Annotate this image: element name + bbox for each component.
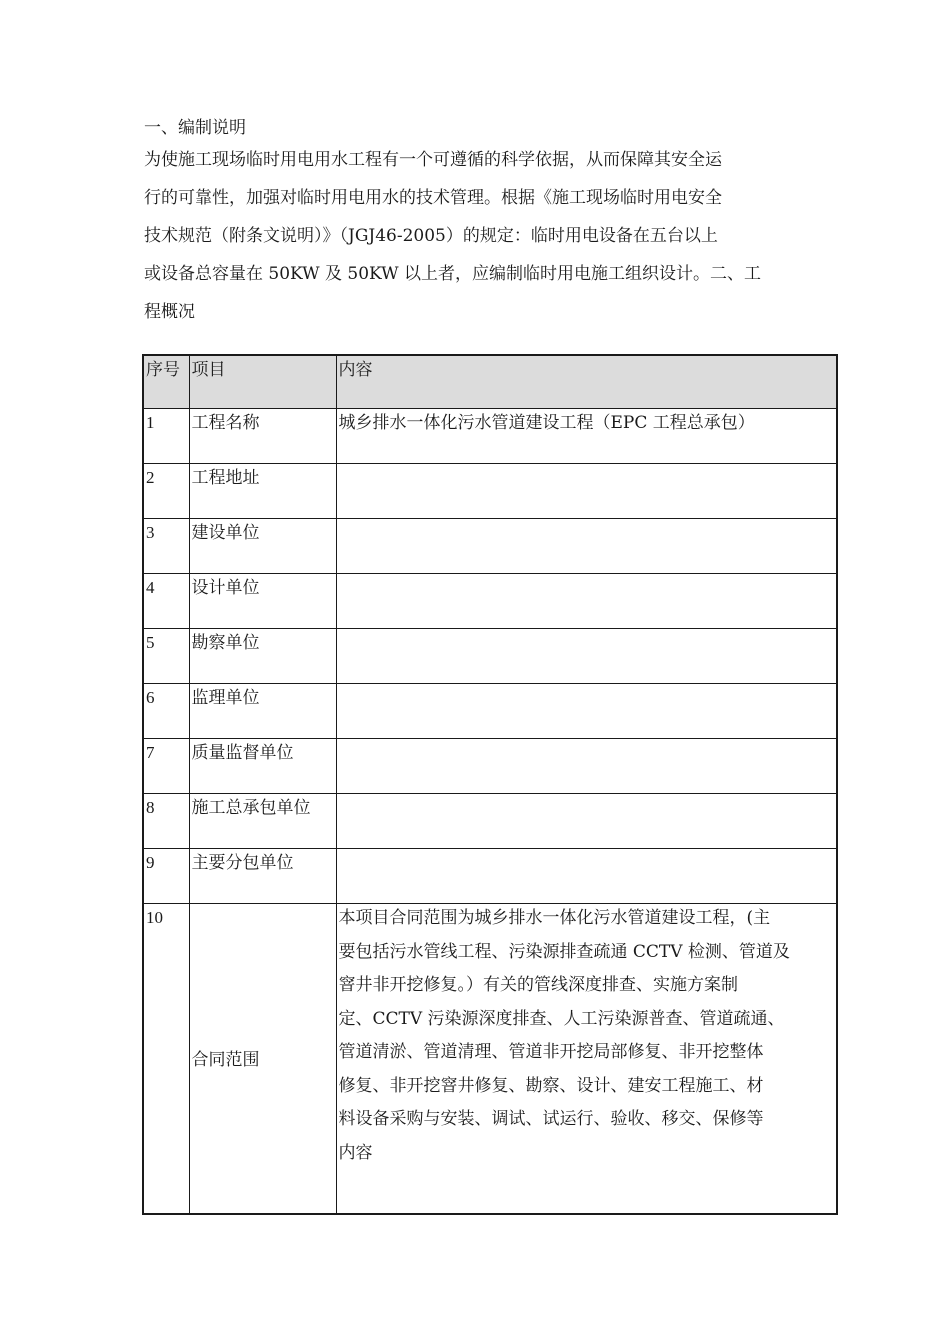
intro-line: 程概况 [144, 302, 195, 322]
table-row-contract-scope [143, 904, 837, 1215]
row-item: 质量监督单位 [189, 739, 336, 794]
row-content [336, 464, 837, 519]
row-no: 6 [143, 684, 189, 739]
row-content [336, 904, 837, 1215]
table-row [143, 629, 837, 684]
table-row [143, 849, 837, 904]
row-item: 施工总承包单位 [189, 794, 336, 849]
table-row [143, 739, 837, 794]
row-content [336, 629, 837, 684]
scope-line: 修复、非开挖窨井修复、勘察、设计、建安工程施工、材 [338, 1075, 764, 1096]
scope-line: 要包括污水管线工程、污染源排查疏通 CCTV 检测、管道及 [338, 941, 790, 962]
row-no: 3 [143, 519, 189, 574]
row-content: 城乡排水一体化污水管道建设工程（EPC 工程总承包） [336, 409, 837, 464]
row-item: 合同范围 [189, 904, 336, 1215]
row-item: 工程地址 [189, 464, 336, 519]
section-heading: 一、编制说明 [144, 118, 246, 138]
row-content [336, 794, 837, 849]
table-row [143, 464, 837, 519]
row-content [336, 519, 837, 574]
row-item: 主要分包单位 [189, 849, 336, 904]
table-row [143, 794, 837, 849]
row-no: 4 [143, 574, 189, 629]
row-no: 2 [143, 464, 189, 519]
header-item: 项目 [189, 355, 336, 409]
table-row [143, 684, 837, 739]
scope-line: 料设备采购与安装、调试、试运行、验收、移交、保修等 [338, 1109, 764, 1129]
scope-line: 定、CCTV 污染源深度排查、人工污染源普查、管道疏通、 [338, 1008, 785, 1029]
row-item: 勘察单位 [189, 629, 336, 684]
row-no: 7 [143, 739, 189, 794]
row-item: 建设单位 [189, 519, 336, 574]
table-row [143, 519, 837, 574]
table-header-row [143, 355, 837, 409]
scope-line: 本项目合同范围为城乡排水一体化污水管道建设工程，(主 [338, 908, 771, 928]
scope-line: 窨井非开挖修复。）有关的管线深度排查、实施方案制 [338, 975, 738, 995]
intro-line: 技术规范（附条文说明）》（JGJ46-2005）的规定：临时用电设备在五台以上 [144, 226, 718, 246]
scope-line: 内容 [338, 1142, 373, 1163]
scope-line: 管道清淤、管道清理、管道非开挖局部修复、非开挖整体 [338, 1042, 764, 1062]
row-no: 10 [143, 904, 189, 1215]
intro-line: 为使施工现场临时用电用水工程有一个可遵循的科学依据，从而保障其安全运 [144, 150, 722, 170]
row-content [336, 739, 837, 794]
table-row [143, 574, 837, 629]
project-overview-table [142, 354, 838, 1215]
header-no: 序号 [143, 355, 189, 409]
row-content [336, 684, 837, 739]
row-no: 9 [143, 849, 189, 904]
intro-paragraph [144, 146, 804, 336]
intro-line: 或设备总容量在 50KW 及 50KW 以上者，应编制临时用电施工组织设计。二、工 [144, 264, 762, 284]
row-item: 监理单位 [189, 684, 336, 739]
row-no: 5 [143, 629, 189, 684]
row-content [336, 574, 837, 629]
row-no: 8 [143, 794, 189, 849]
row-item: 工程名称 [189, 409, 336, 464]
row-content [336, 849, 837, 904]
intro-line: 行的可靠性，加强对临时用电用水的技术管理。根据《施工现场临时用电安全 [144, 188, 722, 208]
row-no: 1 [143, 409, 189, 464]
header-content: 内容 [336, 355, 837, 409]
row-item: 设计单位 [189, 574, 336, 629]
table-row [143, 409, 837, 464]
